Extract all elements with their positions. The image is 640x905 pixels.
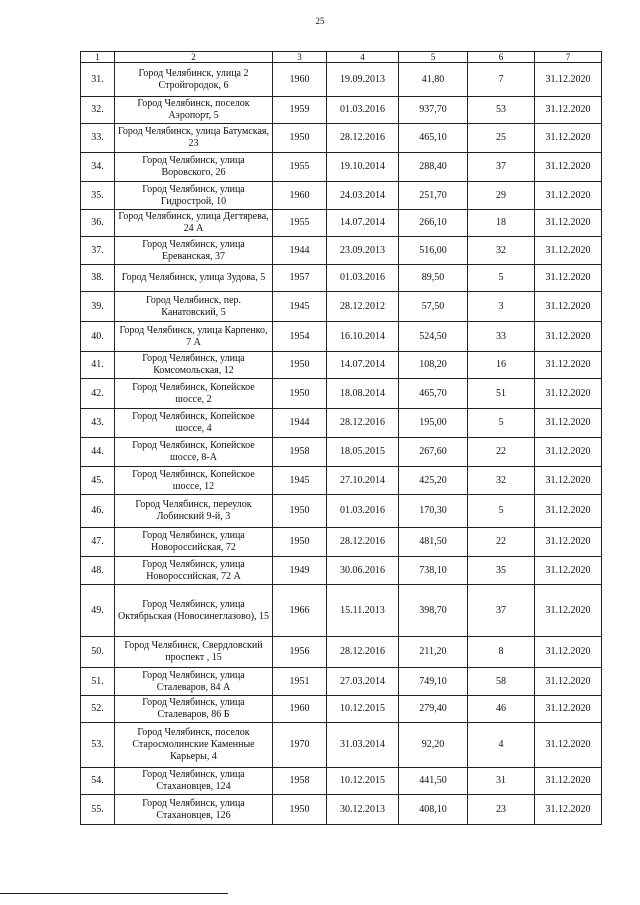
cell-col-year: 1949 <box>273 557 327 585</box>
cell-col-date: 28.12.2016 <box>327 637 399 668</box>
table-row <box>81 528 602 557</box>
cell-col-year: 1955 <box>273 153 327 182</box>
cell-col-date: 28.12.2016 <box>327 409 399 438</box>
cell-col-address: Город Челябинск, улица Воровского, 26 <box>115 153 273 182</box>
cell-col-area: 195,00 <box>399 409 468 438</box>
cell-col-residents: 46 <box>468 696 535 723</box>
cell-col-date: 15.11.2013 <box>327 585 399 637</box>
cell-col-deadline: 31.12.2020 <box>535 557 602 585</box>
cell-col-address: Город Челябинск, поселок Аэропорт, 5 <box>115 97 273 124</box>
cell-col-area: 524,50 <box>399 322 468 352</box>
cell-col-address: Город Челябинск, улица Комсомольская, 12 <box>115 352 273 379</box>
table-row <box>81 322 602 352</box>
cell-col-number: 43. <box>81 409 115 438</box>
cell-col-residents: 37 <box>468 585 535 637</box>
cell-col-area: 89,50 <box>399 265 468 292</box>
cell-col-year: 1950 <box>273 352 327 379</box>
cell-col-residents: 16 <box>468 352 535 379</box>
cell-col-area: 398,70 <box>399 585 468 637</box>
cell-col-year: 1945 <box>273 292 327 322</box>
cell-col-date: 24.03.2014 <box>327 182 399 210</box>
cell-col-address: Город Челябинск, улица Стахановцев, 126 <box>115 795 273 825</box>
cell-col-year: 1950 <box>273 795 327 825</box>
cell-col-address: Город Челябинск, поселок Старосмолинские Каменные Карьеры, 4 <box>115 723 273 768</box>
header-col-deadline: 7 <box>535 52 602 63</box>
cell-col-date: 18.08.2014 <box>327 379 399 409</box>
cell-col-deadline: 31.12.2020 <box>535 124 602 153</box>
cell-col-area: 57,50 <box>399 292 468 322</box>
cell-col-area: 441,50 <box>399 768 468 795</box>
header-col-area: 5 <box>399 52 468 63</box>
cell-col-number: 33. <box>81 124 115 153</box>
cell-col-number: 48. <box>81 557 115 585</box>
cell-col-area: 408,10 <box>399 795 468 825</box>
header-col-date: 4 <box>327 52 399 63</box>
cell-col-date: 28.12.2012 <box>327 292 399 322</box>
cell-col-address: Город Челябинск, Свердловский проспект , 15 <box>115 637 273 668</box>
cell-col-number: 55. <box>81 795 115 825</box>
cell-col-number: 47. <box>81 528 115 557</box>
cell-col-address: Город Челябинск, улица Зудова, 5 <box>115 265 273 292</box>
cell-col-area: 267,60 <box>399 438 468 467</box>
cell-col-year: 1960 <box>273 63 327 97</box>
cell-col-address: Город Челябинск, переулок Лобинский 9-й, 3 <box>115 495 273 528</box>
cell-col-deadline: 31.12.2020 <box>535 97 602 124</box>
cell-col-area: 481,50 <box>399 528 468 557</box>
table-row <box>81 557 602 585</box>
cell-col-year: 1960 <box>273 696 327 723</box>
cell-col-residents: 3 <box>468 292 535 322</box>
cell-col-date: 27.10.2014 <box>327 467 399 495</box>
cell-col-residents: 51 <box>468 379 535 409</box>
cell-col-number: 46. <box>81 495 115 528</box>
cell-col-residents: 32 <box>468 237 535 265</box>
cell-col-deadline: 31.12.2020 <box>535 585 602 637</box>
cell-col-deadline: 31.12.2020 <box>535 637 602 668</box>
cell-col-year: 1951 <box>273 668 327 696</box>
cell-col-date: 01.03.2016 <box>327 265 399 292</box>
cell-col-residents: 5 <box>468 409 535 438</box>
cell-col-date: 30.06.2016 <box>327 557 399 585</box>
cell-col-residents: 18 <box>468 210 535 237</box>
cell-col-year: 1950 <box>273 495 327 528</box>
cell-col-deadline: 31.12.2020 <box>535 210 602 237</box>
cell-col-deadline: 31.12.2020 <box>535 795 602 825</box>
cell-col-date: 16.10.2014 <box>327 322 399 352</box>
cell-col-number: 53. <box>81 723 115 768</box>
cell-col-address: Город Челябинск, улица Сталеваров, 84 А <box>115 668 273 696</box>
page-number: 25 <box>315 16 325 26</box>
cell-col-number: 32. <box>81 97 115 124</box>
table-row <box>81 467 602 495</box>
cell-col-address: Город Челябинск, улица Батумская, 23 <box>115 124 273 153</box>
cell-col-year: 1950 <box>273 379 327 409</box>
cell-col-residents: 8 <box>468 637 535 668</box>
cell-col-area: 211,20 <box>399 637 468 668</box>
table-row <box>81 182 602 210</box>
cell-col-address: Город Челябинск, Копейское шоссе, 8-А <box>115 438 273 467</box>
cell-col-deadline: 31.12.2020 <box>535 409 602 438</box>
table-row <box>81 723 602 768</box>
table-row <box>81 637 602 668</box>
cell-col-address: Город Челябинск, улица Новороссийская, 72 <box>115 528 273 557</box>
cell-col-date: 28.12.2016 <box>327 528 399 557</box>
cell-col-area: 108,20 <box>399 352 468 379</box>
cell-col-address: Город Челябинск, улица Карпенко, 7 А <box>115 322 273 352</box>
cell-col-residents: 58 <box>468 668 535 696</box>
cell-col-area: 266,10 <box>399 210 468 237</box>
cell-col-address: Город Челябинск, Копейское шоссе, 4 <box>115 409 273 438</box>
table-row <box>81 379 602 409</box>
cell-col-area: 738,10 <box>399 557 468 585</box>
cell-col-year: 1954 <box>273 322 327 352</box>
cell-col-number: 45. <box>81 467 115 495</box>
cell-col-area: 749,10 <box>399 668 468 696</box>
cell-col-residents: 7 <box>468 63 535 97</box>
cell-col-address: Город Челябинск, улица Новороссийская, 72 А <box>115 557 273 585</box>
cell-col-number: 35. <box>81 182 115 210</box>
cell-col-number: 50. <box>81 637 115 668</box>
cell-col-date: 01.03.2016 <box>327 97 399 124</box>
table-row <box>81 668 602 696</box>
cell-col-year: 1955 <box>273 210 327 237</box>
table-row <box>81 585 602 637</box>
cell-col-year: 1950 <box>273 124 327 153</box>
cell-col-residents: 35 <box>468 557 535 585</box>
cell-col-date: 28.12.2016 <box>327 124 399 153</box>
cell-col-area: 465,10 <box>399 124 468 153</box>
cell-col-address: Город Челябинск, Копейское шоссе, 2 <box>115 379 273 409</box>
cell-col-number: 40. <box>81 322 115 352</box>
cell-col-deadline: 31.12.2020 <box>535 265 602 292</box>
cell-col-date: 23.09.2013 <box>327 237 399 265</box>
cell-col-area: 41,80 <box>399 63 468 97</box>
cell-col-address: Город Челябинск, улица Дегтярева, 24 А <box>115 210 273 237</box>
cell-col-year: 1957 <box>273 265 327 292</box>
cell-col-area: 251,70 <box>399 182 468 210</box>
header-col-year: 3 <box>273 52 327 63</box>
cell-col-residents: 23 <box>468 795 535 825</box>
cell-col-number: 31. <box>81 63 115 97</box>
cell-col-date: 10.12.2015 <box>327 768 399 795</box>
cell-col-year: 1960 <box>273 182 327 210</box>
cell-col-deadline: 31.12.2020 <box>535 696 602 723</box>
cell-col-number: 37. <box>81 237 115 265</box>
cell-col-area: 288,40 <box>399 153 468 182</box>
cell-col-deadline: 31.12.2020 <box>535 438 602 467</box>
cell-col-number: 38. <box>81 265 115 292</box>
cell-col-residents: 37 <box>468 153 535 182</box>
cell-col-address: Город Челябинск, пер. Канатовский, 5 <box>115 292 273 322</box>
cell-col-year: 1945 <box>273 467 327 495</box>
cell-col-year: 1958 <box>273 768 327 795</box>
cell-col-deadline: 31.12.2020 <box>535 379 602 409</box>
cell-col-date: 14.07.2014 <box>327 352 399 379</box>
cell-col-number: 36. <box>81 210 115 237</box>
cell-col-deadline: 31.12.2020 <box>535 153 602 182</box>
cell-col-date: 18.05.2015 <box>327 438 399 467</box>
cell-col-residents: 29 <box>468 182 535 210</box>
cell-col-year: 1944 <box>273 409 327 438</box>
cell-col-area: 516,00 <box>399 237 468 265</box>
table-row <box>81 696 602 723</box>
cell-col-deadline: 31.12.2020 <box>535 322 602 352</box>
cell-col-year: 1956 <box>273 637 327 668</box>
cell-col-year: 1950 <box>273 528 327 557</box>
cell-col-address: Город Челябинск, Копейское шоссе, 12 <box>115 467 273 495</box>
cell-col-address: Город Челябинск, улица Ереванская, 37 <box>115 237 273 265</box>
cell-col-deadline: 31.12.2020 <box>535 668 602 696</box>
table-body <box>81 63 602 825</box>
cell-col-deadline: 31.12.2020 <box>535 182 602 210</box>
table-row <box>81 237 602 265</box>
cell-col-date: 27.03.2014 <box>327 668 399 696</box>
cell-col-address: Город Челябинск, улица Октябрьская (Новосинеглазово), 15 <box>115 585 273 637</box>
header-col-address: 2 <box>115 52 273 63</box>
cell-col-deadline: 31.12.2020 <box>535 768 602 795</box>
cell-col-residents: 22 <box>468 438 535 467</box>
table-row <box>81 63 602 97</box>
housing-registry-table <box>80 51 602 825</box>
cell-col-area: 465,70 <box>399 379 468 409</box>
cell-col-date: 19.09.2013 <box>327 63 399 97</box>
cell-col-number: 44. <box>81 438 115 467</box>
cell-col-residents: 33 <box>468 322 535 352</box>
table-row <box>81 409 602 438</box>
cell-col-date: 01.03.2016 <box>327 495 399 528</box>
cell-col-number: 34. <box>81 153 115 182</box>
cell-col-area: 937,70 <box>399 97 468 124</box>
cell-col-date: 30.12.2013 <box>327 795 399 825</box>
cell-col-residents: 31 <box>468 768 535 795</box>
footer-rule <box>0 893 228 894</box>
cell-col-date: 31.03.2014 <box>327 723 399 768</box>
header-col-number: 1 <box>81 52 115 63</box>
cell-col-deadline: 31.12.2020 <box>535 528 602 557</box>
cell-col-area: 92,20 <box>399 723 468 768</box>
table-row <box>81 795 602 825</box>
cell-col-residents: 53 <box>468 97 535 124</box>
cell-col-number: 42. <box>81 379 115 409</box>
cell-col-address: Город Челябинск, улица Сталеваров, 86 Б <box>115 696 273 723</box>
table-row <box>81 495 602 528</box>
cell-col-residents: 5 <box>468 495 535 528</box>
cell-col-year: 1958 <box>273 438 327 467</box>
cell-col-residents: 4 <box>468 723 535 768</box>
cell-col-deadline: 31.12.2020 <box>535 292 602 322</box>
cell-col-number: 41. <box>81 352 115 379</box>
table-row <box>81 210 602 237</box>
cell-col-address: Город Челябинск, улица 2 Стройгородок, 6 <box>115 63 273 97</box>
cell-col-year: 1959 <box>273 97 327 124</box>
table-row <box>81 124 602 153</box>
cell-col-number: 39. <box>81 292 115 322</box>
cell-col-residents: 32 <box>468 467 535 495</box>
table-row <box>81 768 602 795</box>
cell-col-date: 19.10.2014 <box>327 153 399 182</box>
table-row <box>81 97 602 124</box>
cell-col-deadline: 31.12.2020 <box>535 723 602 768</box>
table-header-row <box>81 52 602 63</box>
cell-col-residents: 25 <box>468 124 535 153</box>
cell-col-area: 425,20 <box>399 467 468 495</box>
header-col-residents: 6 <box>468 52 535 63</box>
cell-col-year: 1944 <box>273 237 327 265</box>
cell-col-address: Город Челябинск, улица Стахановцев, 124 <box>115 768 273 795</box>
table-row <box>81 265 602 292</box>
cell-col-number: 51. <box>81 668 115 696</box>
cell-col-year: 1970 <box>273 723 327 768</box>
table-row <box>81 292 602 322</box>
cell-col-number: 54. <box>81 768 115 795</box>
table-row <box>81 438 602 467</box>
cell-col-year: 1966 <box>273 585 327 637</box>
cell-col-deadline: 31.12.2020 <box>535 63 602 97</box>
cell-col-deadline: 31.12.2020 <box>535 237 602 265</box>
cell-col-date: 10.12.2015 <box>327 696 399 723</box>
cell-col-number: 49. <box>81 585 115 637</box>
cell-col-number: 52. <box>81 696 115 723</box>
table-row <box>81 153 602 182</box>
cell-col-area: 170,30 <box>399 495 468 528</box>
cell-col-residents: 5 <box>468 265 535 292</box>
cell-col-date: 14.07.2014 <box>327 210 399 237</box>
table-row <box>81 352 602 379</box>
cell-col-address: Город Челябинск, улица Гидрострой, 10 <box>115 182 273 210</box>
cell-col-deadline: 31.12.2020 <box>535 467 602 495</box>
cell-col-deadline: 31.12.2020 <box>535 352 602 379</box>
cell-col-area: 279,40 <box>399 696 468 723</box>
cell-col-residents: 22 <box>468 528 535 557</box>
cell-col-deadline: 31.12.2020 <box>535 495 602 528</box>
